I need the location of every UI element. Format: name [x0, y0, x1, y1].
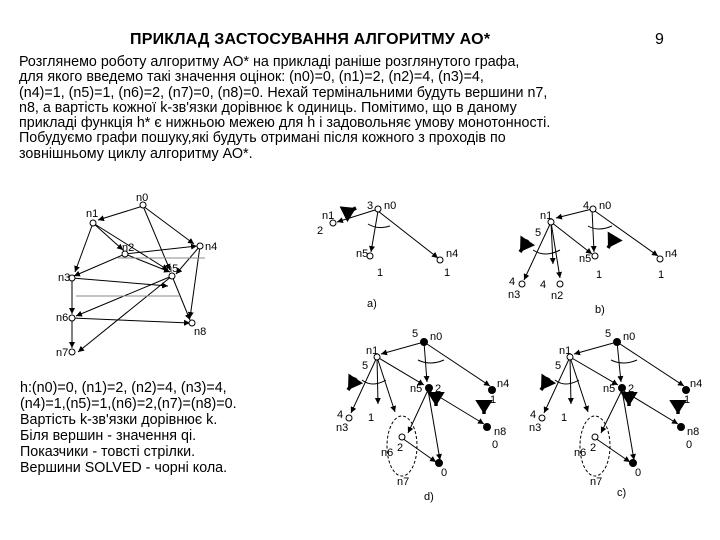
label-n0: n0 [623, 331, 636, 343]
label-n4: n4 [205, 241, 218, 253]
label-n5: n5 [356, 248, 369, 260]
value-n4-top: 1 [684, 394, 691, 406]
intro-line: для якого введемо такі значення оцінок: (n0)=0, (n1)=2, (n2)=4, (n3)=4, [19, 69, 484, 86]
value-n0: 5 [412, 328, 419, 340]
label-n2: n2 [122, 242, 135, 254]
value-n7: 0 [635, 467, 642, 479]
value-n3: 4 [337, 409, 344, 421]
node-n4 [683, 387, 690, 394]
label-n3: n3 [58, 272, 71, 284]
label-n8: n8 [494, 426, 507, 438]
label-n4: n4 [665, 248, 678, 260]
node-n0 [590, 206, 596, 212]
main-graph-nodes [69, 202, 203, 355]
node-n5 [426, 385, 433, 392]
value-n8: 0 [492, 439, 499, 451]
caption-b: b) [595, 304, 605, 316]
value-n1: 5 [362, 360, 369, 372]
legend-line: h:(n0)=0, (n1)=2, (n2)=4, (n3)=4, [20, 380, 227, 396]
graph-c [541, 342, 684, 476]
graph-a [337, 208, 438, 258]
node-n0 [375, 206, 381, 212]
value-n3: 4 [530, 409, 537, 421]
slide-title: ПРИКЛАД ЗАСТОСУВАННЯ АЛГОРИТМУ АО* [130, 31, 491, 48]
label-n2: n2 [551, 290, 564, 302]
value-n1: 5 [555, 360, 562, 372]
label-n7: n7 [56, 347, 69, 359]
node-n6 [399, 434, 405, 440]
label-n6: n6 [574, 447, 587, 459]
value-n5: 2 [628, 383, 635, 395]
value-n1-child: 1 [561, 412, 568, 424]
label-n0: n0 [430, 331, 443, 343]
node-n4 [657, 256, 663, 262]
legend-line: Вартість k-зв'язки дорівнює k. [20, 412, 218, 428]
label-n4: n4 [446, 248, 459, 260]
value-n0: 3 [367, 200, 374, 212]
value-n6: 2 [590, 442, 597, 454]
label-n8: n8 [687, 426, 700, 438]
node-n1 [90, 220, 96, 226]
value-n4: 1 [658, 269, 665, 281]
node-n5 [619, 385, 626, 392]
intro-line: прикладі функція h* є нижньою межею для h і задовольняє умову монотонності. [19, 115, 551, 132]
graph-d [348, 342, 490, 476]
node-n7 [69, 349, 75, 355]
node-n3 [519, 281, 525, 287]
node-n8 [678, 424, 685, 431]
intro-line: Розглянемо роботу алгоритму АО* на прикладі раніше розглянутого графа, [19, 54, 520, 70]
value-n5: 2 [435, 383, 442, 395]
label-n3: n3 [529, 422, 542, 434]
label-n6: n6 [56, 312, 69, 324]
legend-line: Біля вершин - значення qi. [20, 428, 197, 444]
intro-line: n8, а вартість кожної k-зв'язки дорівнює k одиниць. Помітимо, що в даному [19, 99, 517, 116]
value-n1: 5 [535, 227, 542, 239]
label-n6: n6 [381, 447, 394, 459]
node-n4 [197, 243, 203, 249]
label-n5: n5 [166, 263, 179, 275]
node-n6 [69, 315, 75, 321]
value-n4-top: 1 [490, 394, 497, 406]
node-n3 [539, 415, 545, 421]
intro-line: зовнішньому циклу алгоритму АО*. [19, 145, 253, 162]
value-n7: 0 [441, 467, 448, 479]
value-n3: 4 [509, 276, 516, 288]
value-n1: 2 [317, 225, 324, 237]
intro-line: Побудуємо графи пошуку,які будуть отримані після кожного з проходів по [19, 130, 506, 147]
label-n4: n4 [497, 378, 510, 390]
label-n7: n7 [590, 476, 603, 488]
value-n4: 1 [444, 267, 451, 279]
label-n5: n5 [579, 253, 592, 265]
caption-d: d) [424, 491, 434, 503]
label-n3: n3 [336, 422, 349, 434]
label-n5: n5 [603, 383, 616, 395]
node-n5 [592, 253, 598, 259]
label-n3: n3 [508, 289, 521, 301]
label-n1: n1 [559, 345, 572, 357]
node-n6 [592, 434, 598, 440]
value-n2: 4 [540, 279, 547, 291]
node-n0 [421, 339, 428, 346]
label-n0: n0 [384, 200, 397, 212]
node-n8 [484, 424, 491, 431]
node-n0 [614, 339, 621, 346]
label-n1: n1 [322, 210, 335, 222]
label-n1: n1 [540, 210, 553, 222]
label-n8: n8 [194, 326, 207, 338]
label-n4: n4 [690, 378, 703, 390]
caption-c: c) [617, 487, 627, 499]
label-n7: n7 [397, 476, 410, 488]
main-graph-edges [72, 206, 205, 352]
label-n1: n1 [86, 208, 99, 220]
node-n4 [489, 387, 496, 394]
node-n3 [346, 415, 352, 421]
label-n5: n5 [410, 383, 423, 395]
legend-line: Вершини SOLVED - чорні кола. [20, 460, 228, 476]
value-n0: 5 [605, 328, 612, 340]
value-n1-child: 1 [368, 412, 375, 424]
legend-line: Показчики - товсті стрілки. [20, 444, 196, 460]
label-n0: n0 [599, 200, 612, 212]
node-n4 [437, 257, 443, 263]
intro-line: (n4)=1, (n5)=1, (n6)=2, (n7)=0, (n8)=0. Нехай термінальними будуть вершини n7, [19, 84, 548, 101]
node-n7 [630, 460, 637, 467]
caption-a: a) [367, 298, 377, 310]
node-n7 [436, 460, 443, 467]
node-n2 [557, 281, 563, 287]
graph-a-nodes [330, 206, 443, 263]
page-number: 9 [655, 31, 664, 48]
label-n0: n0 [136, 192, 149, 204]
legend-block [20, 380, 320, 476]
value-n8: 0 [686, 439, 693, 451]
value-n6: 2 [397, 442, 404, 454]
value-n5: 1 [596, 269, 603, 281]
value-n0: 4 [583, 200, 590, 212]
value-n5: 1 [377, 267, 384, 279]
legend-line: (n4)=1,(n5)=1,(n6)=2,(n7)=(n8)=0. [20, 396, 237, 412]
label-n1: n1 [366, 345, 379, 357]
